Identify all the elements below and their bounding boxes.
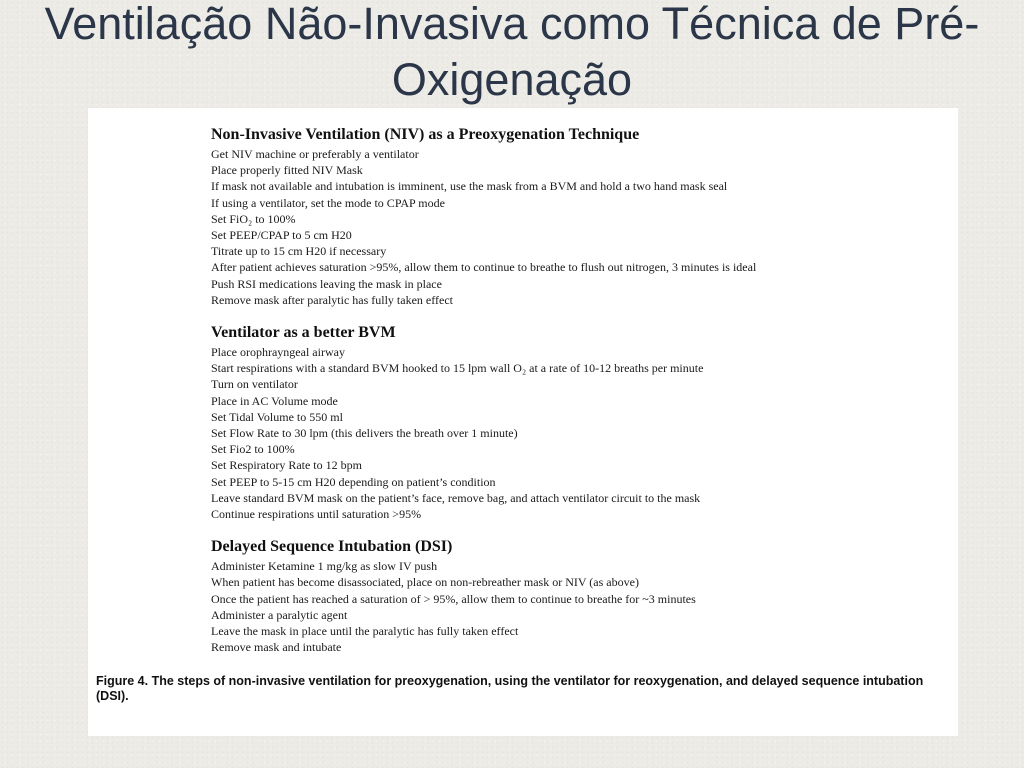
list-item: Place in AC Volume mode [211,393,338,408]
slide-title: Ventilação Não-Invasiva como Técnica de Pré-Oxigenação [44,0,980,105]
list-item: Place orophrayngeal airway [211,345,345,360]
figure-content [211,126,951,655]
list-item: If mask not available and intubation is imminent, use the mask from a BVM and hold a two hand mask seal [211,179,728,194]
list-item: Titrate up to 15 cm H20 if necessary [211,244,387,259]
list-item: Remove mask and intubate [211,640,342,655]
list-item: Continue respirations until saturation >95% [211,507,422,522]
ventilator-bvm-section [211,324,951,522]
list-item: Set PEEP to 5-15 cm H20 depending on patient’s condition [211,474,496,489]
section-heading: Non-Invasive Ventilation (NIV) as a Preoxygenation Technique [211,126,640,143]
list-item: Set Flow Rate to 30 lpm (this delivers the breath over 1 minute) [211,426,518,441]
figure-caption: Figure 4. The steps of non-invasive ventilation for preoxygenation, using the ventilator for reoxygenation, and delayed sequence intubation (DSI). [96,674,924,703]
steps-list [211,146,951,308]
list-item: Administer a paralytic agent [211,607,348,622]
list-item: Administer Ketamine 1 mg/kg as slow IV push [211,559,438,574]
section-heading: Ventilator as a better BVM [211,324,396,342]
list-item: Once the patient has reached a saturation of > 95%, allow them to continue to breathe for ~3 minutes [211,591,696,606]
figure-image [88,108,958,736]
list-item: Set PEEP/CPAP to 5 cm H20 [211,228,352,243]
list-item: Remove mask after paralytic has fully taken effect [211,292,454,307]
list-item: If using a ventilator, set the mode to CPAP mode [211,195,445,210]
list-item: Set FiO₂ to 100% [211,211,296,226]
steps-list [211,344,951,522]
list-item: Turn on ventilator [211,377,298,392]
section-heading: Delayed Sequence Intubation (DSI) [211,538,453,556]
dsi-section [211,538,951,655]
list-item: Leave standard BVM mask on the patient’s face, remove bag, and attach ventilator circuit to the mask [211,490,701,505]
steps-list [211,558,951,655]
list-item: Start respirations with a standard BVM hooked to 15 lpm wall O₂ at a rate of 10-12 breaths per minute [211,361,704,376]
list-item: Place properly fitted NIV Mask [211,163,363,178]
niv-section [211,126,951,308]
list-item: Push RSI medications leaving the mask in place [211,276,442,291]
list-item: When patient has become disassociated, place on non-rebreather mask or NIV (as above) [211,575,639,590]
list-item: After patient achieves saturation >95%, allow them to continue to breathe to flush out nitrogen, 3 minutes is ideal [211,260,757,275]
list-item: Set Fio2 to 100% [211,442,295,457]
list-item: Set Respiratory Rate to 12 bpm [211,458,362,473]
list-item: Leave the mask in place until the paralytic has fully taken effect [211,624,519,639]
list-item: Get NIV machine or preferably a ventilator [211,147,419,161]
list-item: Set Tidal Volume to 550 ml [211,409,343,424]
